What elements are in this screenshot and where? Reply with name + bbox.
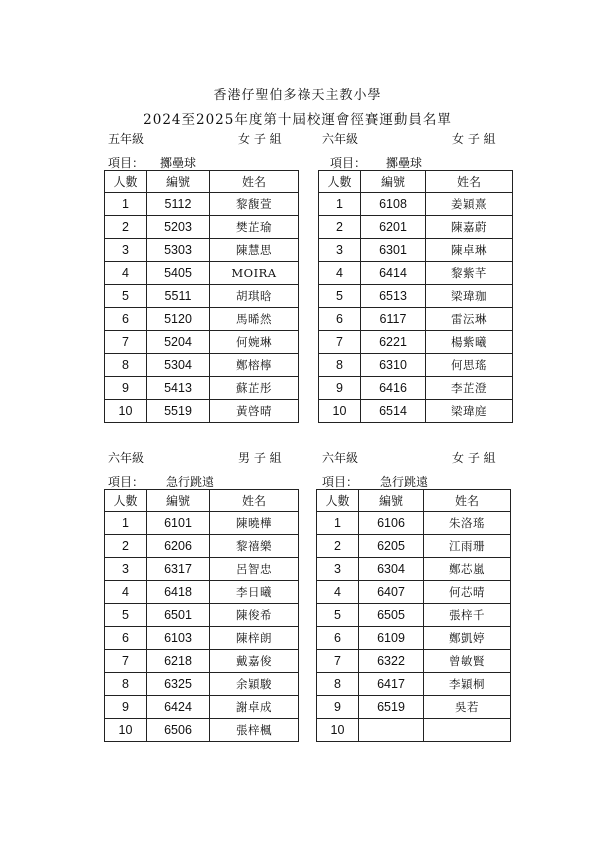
row-count: 1 bbox=[317, 512, 359, 535]
row-name: 陳嘉蔚 bbox=[426, 216, 513, 239]
table-row bbox=[319, 331, 513, 354]
row-code: 6505 bbox=[359, 604, 424, 627]
table-row bbox=[105, 696, 299, 719]
section-grade: 六年級 bbox=[108, 451, 145, 465]
row-name: 呂智忠 bbox=[210, 558, 299, 581]
row-count: 7 bbox=[319, 331, 361, 354]
row-name: 張梓楓 bbox=[210, 719, 299, 742]
table-row bbox=[317, 558, 511, 581]
row-name: 戴嘉俊 bbox=[210, 650, 299, 673]
table-row bbox=[317, 627, 511, 650]
row-code: 5413 bbox=[147, 377, 210, 400]
table-row bbox=[319, 400, 513, 423]
table-row bbox=[319, 377, 513, 400]
table-row bbox=[105, 673, 299, 696]
row-code: 6416 bbox=[361, 377, 426, 400]
table-header-row bbox=[105, 171, 299, 193]
row-count: 7 bbox=[105, 650, 147, 673]
row-name: 吳若 bbox=[424, 696, 511, 719]
row-code: 6103 bbox=[147, 627, 210, 650]
table-row bbox=[105, 193, 299, 216]
table-row bbox=[317, 581, 511, 604]
row-count: 2 bbox=[105, 535, 147, 558]
row-name: 陳俊希 bbox=[210, 604, 299, 627]
row-code: 6304 bbox=[359, 558, 424, 581]
row-count: 4 bbox=[105, 581, 147, 604]
row-name: MOIRA bbox=[210, 262, 299, 285]
table-row bbox=[105, 308, 299, 331]
row-code: 6414 bbox=[361, 262, 426, 285]
table-row bbox=[319, 216, 513, 239]
table-row bbox=[105, 331, 299, 354]
row-name: 雷沄琳 bbox=[426, 308, 513, 331]
section-item: 擲壘球 bbox=[386, 156, 423, 170]
school-name: 香港仔聖伯多祿天主教小學 bbox=[213, 88, 382, 103]
row-name: 李日曦 bbox=[210, 581, 299, 604]
table-row bbox=[105, 400, 299, 423]
row-code: 5511 bbox=[147, 285, 210, 308]
table-row bbox=[105, 354, 299, 377]
row-name: 陳梓朗 bbox=[210, 627, 299, 650]
table-row bbox=[317, 673, 511, 696]
table-row bbox=[319, 308, 513, 331]
row-count: 8 bbox=[317, 673, 359, 696]
row-name: 胡琪晗 bbox=[210, 285, 299, 308]
section-item-label: 項目： bbox=[108, 475, 145, 489]
col-code-header: 編號 bbox=[359, 490, 424, 512]
row-count: 10 bbox=[319, 400, 361, 423]
row-name: 鄭凱婷 bbox=[424, 627, 511, 650]
section-grade: 六年級 bbox=[322, 451, 359, 465]
row-count: 7 bbox=[105, 331, 147, 354]
row-name: 謝卓成 bbox=[210, 696, 299, 719]
row-count: 3 bbox=[319, 239, 361, 262]
section-grade: 五年級 bbox=[108, 132, 145, 146]
athlete-table bbox=[318, 170, 513, 423]
row-code: 6108 bbox=[361, 193, 426, 216]
row-name: 陳曉樺 bbox=[210, 512, 299, 535]
row-code: 6325 bbox=[147, 673, 210, 696]
table-row bbox=[317, 719, 511, 742]
table-header-row bbox=[317, 490, 511, 512]
section-item: 急行跳遠 bbox=[380, 475, 429, 489]
document-title: 2024至2025年度第十屆校運會徑賽運動員名單 bbox=[143, 112, 452, 128]
table-header-row bbox=[319, 171, 513, 193]
row-name: 蘇芷彤 bbox=[210, 377, 299, 400]
col-code-header: 編號 bbox=[147, 171, 210, 193]
row-count: 9 bbox=[319, 377, 361, 400]
table-row bbox=[105, 650, 299, 673]
row-count: 9 bbox=[105, 696, 147, 719]
row-code: 6513 bbox=[361, 285, 426, 308]
row-name: 曾敏賢 bbox=[424, 650, 511, 673]
table-row bbox=[105, 262, 299, 285]
row-code: 6117 bbox=[361, 308, 426, 331]
row-code: 5204 bbox=[147, 331, 210, 354]
table-row bbox=[317, 535, 511, 558]
row-code: 6407 bbox=[359, 581, 424, 604]
section-group: 女 子 組 bbox=[238, 132, 282, 146]
row-count: 1 bbox=[105, 512, 147, 535]
section-group: 男 子 組 bbox=[238, 451, 282, 465]
row-count: 5 bbox=[105, 285, 147, 308]
row-code: 6206 bbox=[147, 535, 210, 558]
row-count: 10 bbox=[105, 400, 147, 423]
row-name bbox=[424, 719, 511, 742]
row-name: 黎禧樂 bbox=[210, 535, 299, 558]
table-row bbox=[105, 535, 299, 558]
row-code: 6201 bbox=[361, 216, 426, 239]
row-name: 黃啓晴 bbox=[210, 400, 299, 423]
col-count-header: 人數 bbox=[319, 171, 361, 193]
col-code-header: 編號 bbox=[147, 490, 210, 512]
row-name: 何芯晴 bbox=[424, 581, 511, 604]
row-count: 8 bbox=[105, 354, 147, 377]
row-code: 6501 bbox=[147, 604, 210, 627]
row-count: 4 bbox=[317, 581, 359, 604]
athlete-table bbox=[316, 489, 511, 742]
row-code: 6310 bbox=[361, 354, 426, 377]
row-code: 5120 bbox=[147, 308, 210, 331]
row-name: 梁瑋庭 bbox=[426, 400, 513, 423]
row-code: 6322 bbox=[359, 650, 424, 673]
row-name: 何思瑤 bbox=[426, 354, 513, 377]
row-count: 1 bbox=[319, 193, 361, 216]
row-code: 5112 bbox=[147, 193, 210, 216]
row-count: 8 bbox=[105, 673, 147, 696]
row-name: 樊芷瑜 bbox=[210, 216, 299, 239]
row-code: 6418 bbox=[147, 581, 210, 604]
row-count: 10 bbox=[105, 719, 147, 742]
table-row bbox=[319, 354, 513, 377]
table-row bbox=[317, 512, 511, 535]
row-count: 1 bbox=[105, 193, 147, 216]
row-count: 3 bbox=[317, 558, 359, 581]
table-header-row bbox=[105, 490, 299, 512]
table-row bbox=[105, 377, 299, 400]
row-code: 6506 bbox=[147, 719, 210, 742]
row-code: 5303 bbox=[147, 239, 210, 262]
row-name: 張梓千 bbox=[424, 604, 511, 627]
row-code: 6317 bbox=[147, 558, 210, 581]
row-code: 5519 bbox=[147, 400, 210, 423]
row-count: 2 bbox=[317, 535, 359, 558]
row-count: 2 bbox=[319, 216, 361, 239]
row-count: 9 bbox=[105, 377, 147, 400]
row-code: 6106 bbox=[359, 512, 424, 535]
row-name: 江雨珊 bbox=[424, 535, 511, 558]
table-row bbox=[105, 604, 299, 627]
table-row bbox=[317, 650, 511, 673]
row-name: 陳卓琳 bbox=[426, 239, 513, 262]
row-name: 梁瑋珈 bbox=[426, 285, 513, 308]
row-count: 9 bbox=[317, 696, 359, 719]
row-code: 6424 bbox=[147, 696, 210, 719]
section-item: 擲壘球 bbox=[160, 156, 197, 170]
row-count: 3 bbox=[105, 239, 147, 262]
row-name: 鄭榕檸 bbox=[210, 354, 299, 377]
row-name: 姜穎熹 bbox=[426, 193, 513, 216]
athlete-table bbox=[104, 489, 299, 742]
table-row bbox=[105, 719, 299, 742]
col-name-header: 姓名 bbox=[210, 171, 299, 193]
row-code: 6301 bbox=[361, 239, 426, 262]
table-row bbox=[105, 285, 299, 308]
col-count-header: 人數 bbox=[105, 171, 147, 193]
row-code: 6205 bbox=[359, 535, 424, 558]
table-row bbox=[319, 262, 513, 285]
table-row bbox=[317, 604, 511, 627]
row-count: 5 bbox=[105, 604, 147, 627]
row-name: 鄭芯嵐 bbox=[424, 558, 511, 581]
row-count: 6 bbox=[105, 308, 147, 331]
table-row bbox=[105, 216, 299, 239]
table-row bbox=[105, 512, 299, 535]
row-count: 2 bbox=[105, 216, 147, 239]
row-code: 6109 bbox=[359, 627, 424, 650]
row-count: 4 bbox=[105, 262, 147, 285]
col-count-header: 人數 bbox=[105, 490, 147, 512]
row-code bbox=[359, 719, 424, 742]
section-grade: 六年級 bbox=[322, 132, 359, 146]
row-name: 李穎桐 bbox=[424, 673, 511, 696]
col-name-header: 姓名 bbox=[424, 490, 511, 512]
row-name: 黎馥萱 bbox=[210, 193, 299, 216]
row-code: 5405 bbox=[147, 262, 210, 285]
row-name: 陳慧思 bbox=[210, 239, 299, 262]
row-count: 6 bbox=[317, 627, 359, 650]
table-row bbox=[319, 285, 513, 308]
row-count: 10 bbox=[317, 719, 359, 742]
athlete-table bbox=[104, 170, 299, 423]
row-count: 5 bbox=[317, 604, 359, 627]
row-count: 7 bbox=[317, 650, 359, 673]
col-count-header: 人數 bbox=[317, 490, 359, 512]
row-code: 6221 bbox=[361, 331, 426, 354]
table-row bbox=[317, 696, 511, 719]
table-row bbox=[319, 193, 513, 216]
row-name: 黎紫芊 bbox=[426, 262, 513, 285]
row-code: 6417 bbox=[359, 673, 424, 696]
row-name: 朱洛瑤 bbox=[424, 512, 511, 535]
row-name: 李芷澄 bbox=[426, 377, 513, 400]
section-item-label: 項目： bbox=[108, 156, 145, 170]
row-name: 馬晞然 bbox=[210, 308, 299, 331]
table-row bbox=[105, 558, 299, 581]
row-count: 5 bbox=[319, 285, 361, 308]
table-row bbox=[319, 239, 513, 262]
row-name: 楊紫曦 bbox=[426, 331, 513, 354]
table-row bbox=[105, 239, 299, 262]
col-name-header: 姓名 bbox=[426, 171, 513, 193]
row-code: 5304 bbox=[147, 354, 210, 377]
row-name: 何婉琳 bbox=[210, 331, 299, 354]
section-item-label: 項目： bbox=[330, 156, 367, 170]
section-item: 急行跳遠 bbox=[166, 475, 215, 489]
row-code: 6101 bbox=[147, 512, 210, 535]
section-item-label: 項目： bbox=[322, 475, 359, 489]
row-count: 6 bbox=[319, 308, 361, 331]
col-name-header: 姓名 bbox=[210, 490, 299, 512]
row-count: 4 bbox=[319, 262, 361, 285]
row-name: 余穎駿 bbox=[210, 673, 299, 696]
row-count: 3 bbox=[105, 558, 147, 581]
row-code: 5203 bbox=[147, 216, 210, 239]
col-code-header: 編號 bbox=[361, 171, 426, 193]
section-group: 女 子 組 bbox=[452, 451, 496, 465]
table-row bbox=[105, 581, 299, 604]
table-row bbox=[105, 627, 299, 650]
row-code: 6519 bbox=[359, 696, 424, 719]
row-count: 8 bbox=[319, 354, 361, 377]
row-count: 6 bbox=[105, 627, 147, 650]
section-group: 女 子 組 bbox=[452, 132, 496, 146]
row-code: 6514 bbox=[361, 400, 426, 423]
row-code: 6218 bbox=[147, 650, 210, 673]
